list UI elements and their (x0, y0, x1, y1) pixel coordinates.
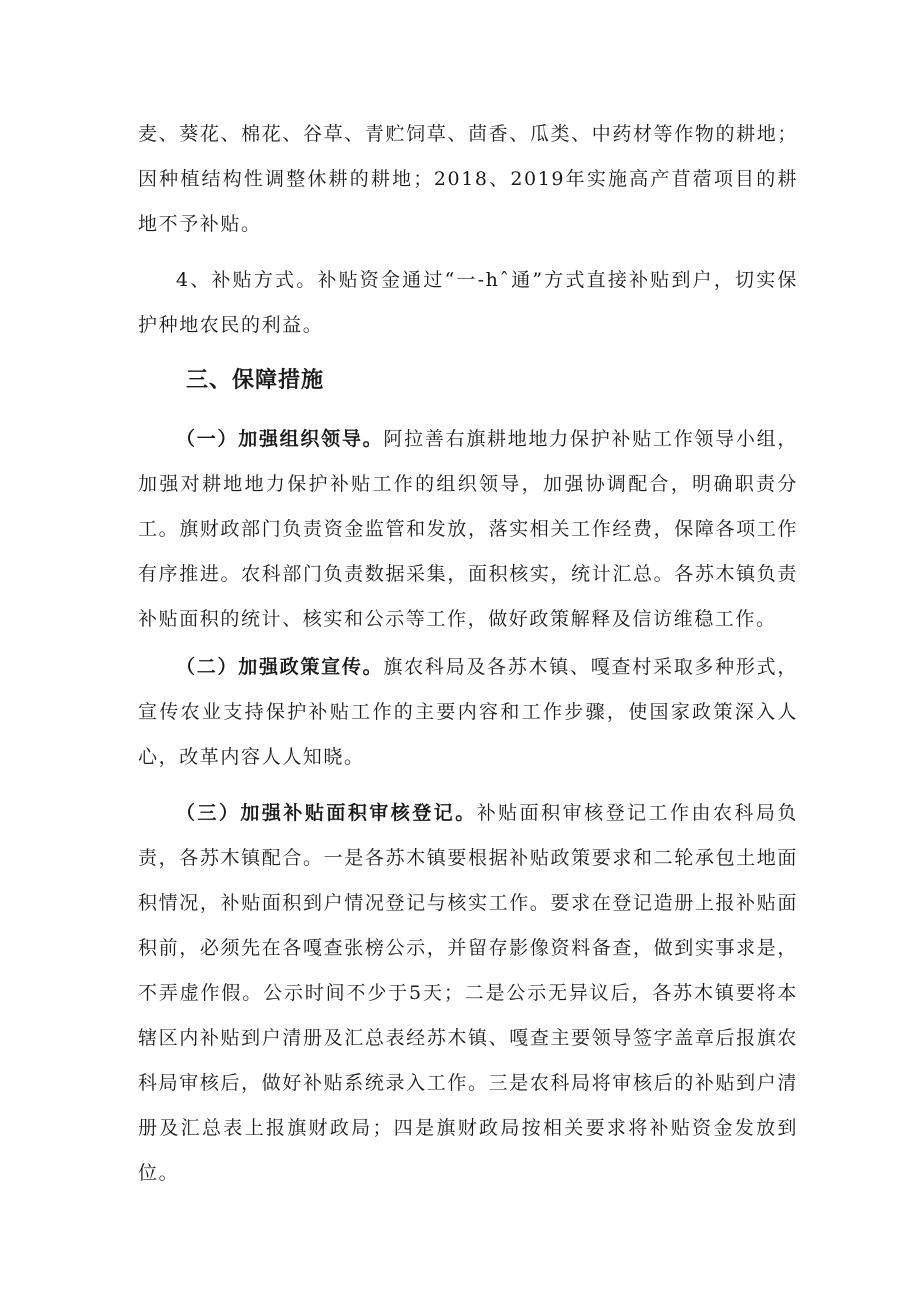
paragraph-subsidy-method: 4、补贴方式。补贴资金通过“一-hˆ通”方式直接补贴到户，切实保护种地农民的利益。 (138, 269, 798, 336)
lead-policy-publicity: （二）加强政策宣传。 (176, 656, 384, 678)
lead-area-verification: （三）加强补贴面积审核登记。 (176, 802, 477, 824)
paragraph-area-verification (138, 791, 798, 1196)
paragraph-ineligible-land: 麦、葵花、棉花、谷草、青贮饲草、茴香、瓜类、中药材等作物的耕地；因种植结构性调整休耕的耕地；2018、2019年实施高产苜蓿项目的耕地不予补贴。 (138, 123, 798, 235)
body-policy-publicity: 旗农科局及各苏木镇、嘎查村采取多种形式，宣传农业支持保护补贴工作的主要内容和工作步骤，使国家政策深入人心，改革内容人人知晓。 (138, 656, 798, 768)
lead-organization-leadership: （一）加强组织领导。 (176, 428, 384, 450)
body-area-verification: 补贴面积审核登记工作由农科局负责，各苏木镇配合。一是各苏木镇要根据补贴政策要求和二轮承包土地面积情况，补贴面积到户情况登记与核实工作。要求在登记造册上报补贴面积前，必须先在各嘎查张榜公示，并留存影像资料备查，做到实事求是，不弄虚作假。公示时间不少于5天；二是公示无异议后，各苏木镇要将本辖区内补贴到户清册及汇总表经苏木镇、嘎查主要领导签字盖章后报旗农科局审核后，做好补贴系统录入工作。三是农科局将审核后的补贴到户清册及汇总表上报旗财政局；四是旗财政局按相关要求将补贴资金发放到位。 (138, 802, 798, 1184)
paragraph-policy-publicity (138, 645, 798, 780)
section-heading-safeguards: 三、保障措施 (186, 368, 325, 393)
paragraph-organization-leadership (138, 417, 798, 642)
body-organization-leadership: 阿拉善右旗耕地地力保护补贴工作领导小组，加强对耕地地力保护补贴工作的组织领导，加强协调配合，明确职责分工。旗财政部门负责资金监管和发放，落实相关工作经费，保障各项工作有序推进。农科部门负责数据采集，面积核实，统计汇总。各苏木镇负责补贴面积的统计、核实和公示等工作，做好政策解释及信访维稳工作。 (138, 428, 798, 630)
